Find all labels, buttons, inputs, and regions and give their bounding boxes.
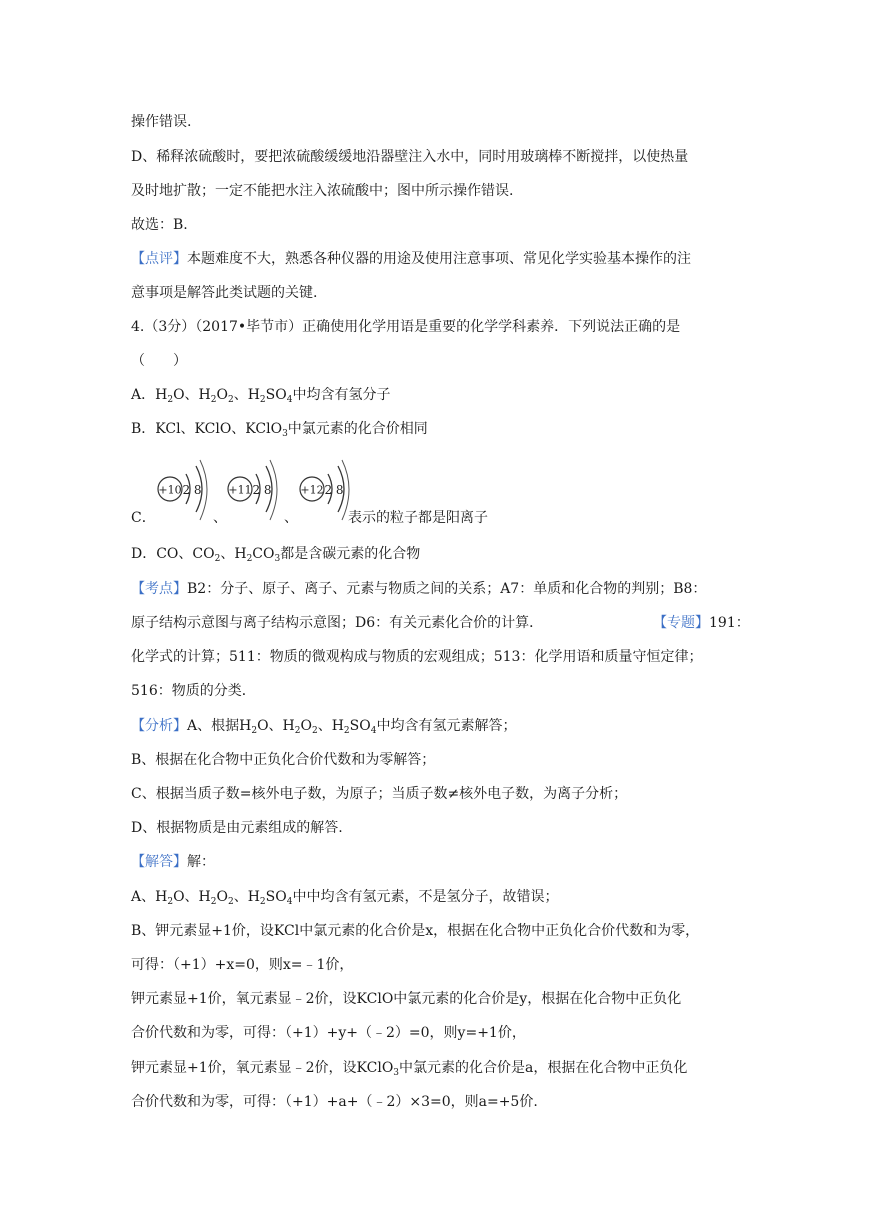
knowledge-point-tag: 【考点】 — [131, 581, 187, 597]
option-c-label: C． — [131, 510, 156, 526]
text-line: 合价代数和为零，可得：（+1）+y+（﹣2）=0，则y=+1价， — [131, 1025, 526, 1041]
topic-line: 【专题】191： — [653, 615, 750, 631]
svg-text:+12: +12 — [300, 483, 324, 497]
text-line: D、根据物质是由元素组成的解答. — [131, 820, 343, 836]
text-line: C、根据当质子数=核外电子数，为原子；当质子数≠核外电子数，为离子分析； — [131, 786, 628, 802]
atom-diagram-sodium — [222, 456, 292, 528]
solution-tag: 【解答】 — [131, 854, 187, 870]
text-line: A、$H_2O$、$H_2O_2$、$H_2SO_4$中中均含有氢元素，不是氢分子，故错误； — [131, 889, 559, 907]
option-c-sep: 、 — [213, 510, 227, 526]
text-line: 及时地扩散；一定不能把水注入浓硫酸中；图中所示操作错误. — [131, 183, 514, 199]
svg-text:2 8: 2 8 — [252, 483, 272, 497]
analysis-tag: 【分析】 — [131, 718, 187, 734]
comment-line: 【点评】本题难度不大，熟悉各种仪器的用途及使用注意事项、常见化学实验基本操作的注 — [131, 251, 691, 267]
topic-tag: 【专题】 — [653, 615, 709, 631]
text-line: 可得：（+1）+x=0，则x=﹣1价， — [131, 957, 354, 973]
comment-tag: 【点评】 — [131, 251, 187, 267]
text-line: B、根据在化合物中正负化合价代数和为零解答； — [131, 752, 436, 768]
text-line: 化学式的计算；511：物质的微观构成与物质的宏观组成；513：化学用语和质量守恒定律； — [131, 649, 703, 665]
text-line: 钾元素显+1价，氧元素显﹣2价，设KClO中氯元素的化合价是y，根据在化合物中正负化 — [131, 991, 682, 1007]
text-line: 操作错误. — [131, 114, 192, 130]
option-c-sep: 、 — [284, 510, 298, 526]
text-line: 原子结构示意图与离子结构示意图；D6：有关元素化合价的计算． — [131, 615, 544, 631]
text-line: 钾元素显+1价，氧元素显﹣2价，设KClO$_3$中氯元素的化合价是a，根据在化合物中正负化 — [131, 1060, 688, 1078]
knowledge-point-line: 【考点】B2：分子、原子、离子、元素与物质之间的关系；A7：单质和化合物的判别；B8： — [131, 581, 707, 597]
answer-blank: （ ） — [131, 353, 187, 369]
option-a: A．$H_2O$、$H_2O_2$、$H_2SO_4$中均含有氢分子 — [131, 387, 391, 405]
atom-diagram-magnesium — [294, 456, 364, 528]
svg-text:2 8: 2 8 — [182, 483, 202, 497]
option-c-text: 表示的粒子都是阳离子 — [348, 510, 488, 526]
analysis-line: 【分析】A、根据$H_2O$、$H_2O_2$、$H_2SO_4$中均含有氢元素解答； — [131, 718, 517, 736]
question-stem: 4.（3分）（2017•毕节市）正确使用化学用语是重要的化学学科素养．下列说法正确的是 — [131, 319, 681, 335]
text-line: 意事项是解答此类试题的关键. — [131, 285, 318, 301]
svg-text:+11: +11 — [228, 483, 252, 497]
svg-text:+10: +10 — [158, 483, 182, 497]
atom-diagram-neon — [152, 456, 222, 528]
text-line: 合价代数和为零，可得：（+1）+a+（﹣2）×3=0，则a=+5价. — [131, 1094, 538, 1110]
solution-line: 【解答】解： — [131, 854, 215, 870]
text-line: 故选：B. — [131, 217, 188, 233]
option-d: D．CO、$CO_2$、$H_2CO_3$都是含碳元素的化合物 — [131, 546, 421, 564]
text-line: B、钾元素显+1价，设KCl中氯元素的化合价是x，根据在化合物中正负化合价代数和为零， — [131, 923, 700, 939]
text-line: 516：物质的分类． — [131, 683, 256, 699]
text-line: D、稀释浓硫酸时，要把浓硫酸缓缓地沿器壁注入水中，同时用玻璃棒不断搅拌，以使热量 — [131, 149, 689, 165]
option-b: B．KCl、KClO、KClO$_3$中氯元素的化合价相同 — [131, 421, 428, 439]
svg-text:2 8: 2 8 — [324, 483, 344, 497]
